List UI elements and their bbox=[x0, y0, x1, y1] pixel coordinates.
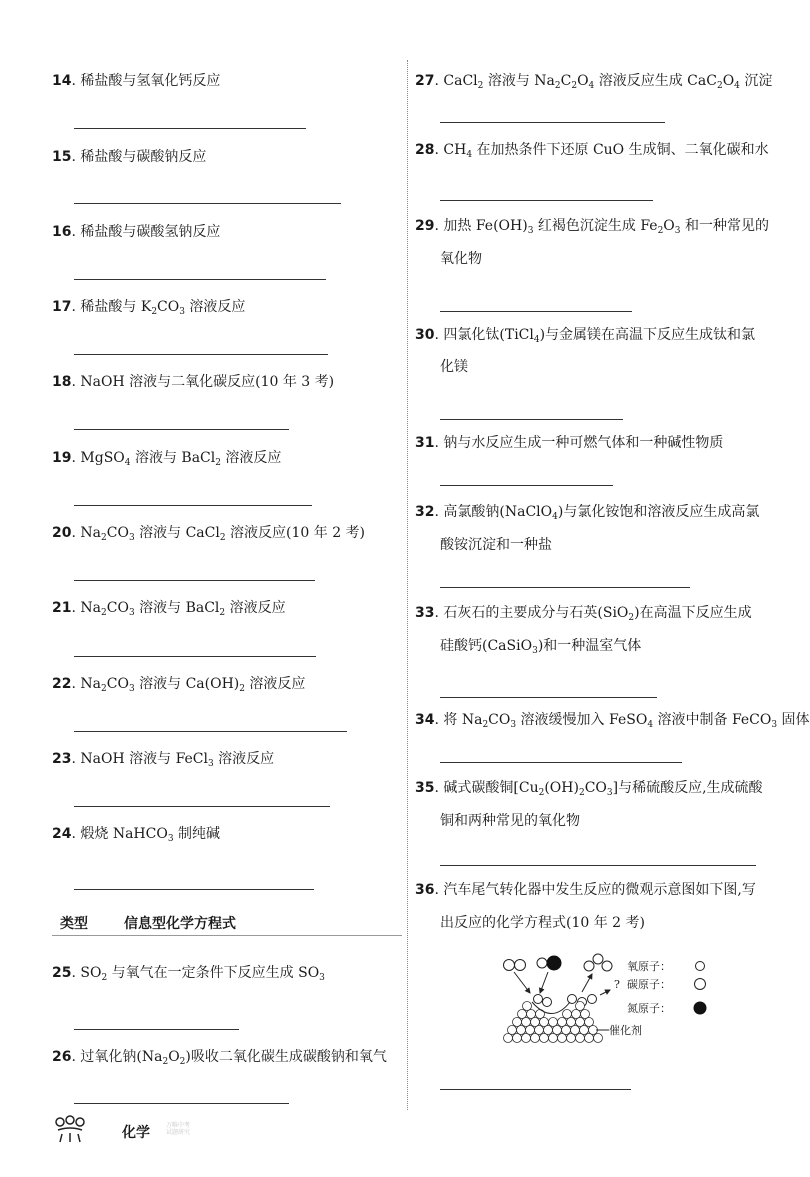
question-text: CO bbox=[106, 525, 129, 541]
question-text: CO bbox=[488, 712, 511, 728]
answer-line[interactable] bbox=[440, 485, 613, 486]
question-text: Na bbox=[80, 525, 101, 541]
legend-carbon-label: 碳原子： bbox=[627, 978, 671, 991]
question-number: 30 bbox=[415, 327, 435, 343]
question-text: 沉淀 bbox=[739, 73, 773, 89]
question-text: 稀盐酸与氢氧化钙反应 bbox=[80, 73, 221, 89]
question-text: CO bbox=[106, 676, 129, 692]
question-text: CO bbox=[584, 780, 607, 796]
subscript: 4 bbox=[533, 335, 540, 345]
question-15: 15. 稀盐酸与碳酸钠反应 bbox=[52, 149, 207, 165]
question-text: 硅酸钙(CaSiO bbox=[440, 638, 533, 654]
question-35-line2: 铜和两种常见的氧化物 bbox=[440, 813, 580, 829]
question-text: 四氯化钛(TiCl bbox=[443, 327, 534, 343]
subscript: 3 bbox=[606, 788, 613, 798]
question-28: 28. $CH_4$ 在加热条件下还原 CuO 生成铜、二氧化碳和水 bbox=[415, 142, 769, 160]
question-text: O bbox=[168, 1049, 180, 1065]
question-24: 24. 煅烧 NaHCO$_3$ 制纯碱 bbox=[52, 826, 221, 844]
subscript: 2 bbox=[571, 81, 578, 91]
subscript: 2 bbox=[215, 458, 221, 468]
question-text: 与氧气在一定条件下反应生成 SO bbox=[107, 965, 320, 981]
question-text: )与金属镁在高温下反应生成钛和氯 bbox=[539, 327, 756, 343]
question-text: )吸收二氧化碳生成碳酸钠和氧气 bbox=[185, 1049, 387, 1065]
question-number: 29 bbox=[415, 218, 435, 234]
question-text: ]与稀硫酸反应,生成硫酸 bbox=[612, 780, 763, 796]
question-36: 36. 汽车尾气转化器中发生反应的微观示意图如下图,写 bbox=[415, 882, 756, 898]
question-text: O bbox=[577, 73, 589, 89]
question-number: 14 bbox=[52, 73, 72, 89]
subscript: 3 bbox=[532, 646, 538, 656]
question-number: 23 bbox=[52, 751, 72, 767]
question-number: 25 bbox=[52, 965, 72, 981]
question-18: 18. NaOH 溶液与二氧化碳反应(10 年 3 考) bbox=[52, 374, 335, 390]
question-14: 14. 稀盐酸与氢氧化钙反应 bbox=[52, 73, 221, 89]
question-30-line2: 化镁 bbox=[440, 359, 468, 375]
question-text: 溶液与 Ca(OH) bbox=[134, 676, 240, 692]
molecule-no-left bbox=[504, 960, 526, 971]
subscript: 4 bbox=[466, 150, 473, 160]
question-text: 溶液反应 bbox=[184, 299, 246, 315]
question-number: 24 bbox=[52, 826, 72, 842]
catalyst-label: 催化剂 bbox=[609, 1024, 642, 1037]
question-27: 27. CaCl$_2$ 溶液与 $Na_2C_2O_4$ 溶液反应生成 $CaC_2O_4$ 沉淀 bbox=[415, 73, 773, 91]
legend-nitrogen-icon bbox=[694, 1002, 707, 1015]
question-number: 31 bbox=[415, 435, 435, 451]
answer-line[interactable] bbox=[440, 311, 632, 312]
question-26: 26. 过氧化钠$(Na_2O_2)$吸收二氧化碳生成碳酸钠和氧气 bbox=[52, 1049, 387, 1067]
molecule-no-center bbox=[537, 956, 561, 970]
question-number: 35 bbox=[415, 780, 435, 796]
subscript: 4 bbox=[734, 81, 740, 91]
question-text: 溶液反应 bbox=[225, 600, 286, 616]
question-text: 溶液反应 bbox=[244, 676, 306, 692]
catalyst-bed bbox=[504, 1002, 603, 1043]
question-text: 稀盐酸与碳酸钠反应 bbox=[80, 149, 207, 165]
column-divider bbox=[407, 60, 408, 1110]
question-number: 28 bbox=[415, 142, 435, 158]
question-text: 在加热条件下还原 CuO 生成铜、二氧化碳和水 bbox=[472, 142, 769, 158]
subscript: 2 bbox=[482, 720, 489, 730]
question-text: 过氧化钠(Na bbox=[80, 1049, 163, 1065]
question-number: 17 bbox=[52, 299, 72, 315]
arrow-out-unknown bbox=[600, 990, 610, 995]
footer-small-text bbox=[166, 1122, 190, 1136]
subscript: 2 bbox=[477, 81, 484, 91]
subscript: 3 bbox=[527, 226, 534, 236]
subscript: 2 bbox=[716, 81, 723, 91]
question-30: 30. 四氯化钛(TiCl$_4$)与金属镁在高温下反应生成钛和氯 bbox=[415, 327, 756, 345]
answer-line[interactable] bbox=[74, 128, 306, 129]
answer-line[interactable] bbox=[440, 865, 756, 866]
question-number: 26 bbox=[52, 1049, 72, 1065]
answer-line[interactable] bbox=[74, 580, 315, 581]
legend-oxygen-icon bbox=[696, 962, 705, 971]
legend-carbon-icon bbox=[695, 979, 706, 990]
answer-line[interactable] bbox=[74, 505, 312, 506]
question-number: 15 bbox=[52, 149, 72, 165]
subscript: 2 bbox=[628, 613, 635, 623]
footer-small-line: 万唯中考 bbox=[166, 1122, 191, 1129]
question-text: 将 Na bbox=[443, 712, 483, 728]
question-text: 溶液中制备 FeCO bbox=[653, 712, 772, 728]
subscript: 2 bbox=[554, 81, 561, 91]
subscript: 2 bbox=[162, 1057, 169, 1067]
subscript: 3 bbox=[128, 533, 135, 543]
question-number: 20 bbox=[52, 525, 72, 541]
subscript: 3 bbox=[128, 684, 135, 694]
question-number: 36 bbox=[415, 882, 435, 898]
question-33-line2 bbox=[440, 636, 641, 656]
question-17: 17. 稀盐酸与 $K_2CO_3$ 溶液反应 bbox=[52, 299, 246, 317]
question-text: O bbox=[722, 73, 735, 89]
subscript: 3 bbox=[510, 720, 517, 730]
subscript: 2 bbox=[151, 307, 158, 317]
answer-line[interactable] bbox=[74, 354, 328, 355]
question-text: C bbox=[560, 73, 572, 89]
question-text: )与氯化铵饱和溶液反应生成高氯 bbox=[557, 504, 760, 520]
question-text: SO bbox=[80, 965, 102, 981]
question-34: 34. 将 $Na_2CO_3$ 溶液缓慢加入 FeSO$_4$ 溶液中制备 FeCO$_3$ 固体 bbox=[415, 712, 810, 730]
question-text: 溶液缓慢加入 FeSO bbox=[516, 712, 648, 728]
answer-line[interactable] bbox=[440, 587, 690, 588]
question-31: 31. 钠与水反应生成一种可燃气体和一种碱性物质 bbox=[415, 435, 724, 451]
footer-subject: 化学 bbox=[122, 1125, 150, 1141]
adsorbed-molecules bbox=[534, 995, 597, 1007]
publisher-logo-icon bbox=[52, 1114, 88, 1144]
question-text: 红褐色沉淀生成 Fe bbox=[533, 218, 658, 234]
legend-nitrogen-label: 氮原子： bbox=[627, 1002, 671, 1015]
question-25: 25. $SO_2$ 与氧气在一定条件下反应生成 $SO_3$ bbox=[52, 965, 325, 983]
subscript: 3 bbox=[771, 720, 778, 730]
subscript: 4 bbox=[588, 81, 595, 91]
subscript: 3 bbox=[208, 759, 214, 769]
subscript: 2 bbox=[101, 973, 108, 983]
question-text: 溶液反应生成 CaC bbox=[594, 73, 717, 89]
question-number: 34 bbox=[415, 712, 435, 728]
subscript: 2 bbox=[219, 533, 226, 543]
question-number: 32 bbox=[415, 504, 435, 520]
question-text: CH bbox=[443, 142, 467, 158]
answer-line[interactable] bbox=[74, 203, 341, 204]
unknown-product-mark: ? bbox=[614, 978, 620, 991]
subscript: 2 bbox=[179, 1057, 186, 1067]
answer-line[interactable] bbox=[74, 806, 330, 807]
question-text: 溶液与 BaCl bbox=[130, 450, 216, 466]
question-32: 32. 高氯酸钠(NaClO$_4$)与氯化铵饱和溶液反应生成高氯 bbox=[415, 504, 760, 522]
question-text: Na bbox=[80, 600, 101, 616]
question-23: 23. NaOH 溶液与 FeCl$_3$ 溶液反应 bbox=[52, 751, 275, 769]
subscript: 2 bbox=[578, 788, 585, 798]
section-rule bbox=[52, 935, 402, 936]
answer-line[interactable] bbox=[440, 762, 682, 763]
question-number: 33 bbox=[415, 605, 435, 621]
answer-line[interactable] bbox=[440, 697, 657, 698]
subscript: 4 bbox=[647, 720, 654, 730]
question-number: 21 bbox=[52, 600, 72, 616]
question-text: CO bbox=[106, 600, 129, 616]
question-text: 汽车尾气转化器中发生反应的微观示意图如下图,写 bbox=[443, 882, 756, 898]
question-number: 16 bbox=[52, 224, 72, 240]
answer-line[interactable] bbox=[440, 122, 665, 123]
section-name: 信息型化学方程式 bbox=[124, 916, 236, 932]
arrow-in-center bbox=[540, 972, 548, 993]
subscript: 2 bbox=[101, 608, 107, 618]
question-text: CaCl bbox=[443, 73, 478, 89]
question-text: 石灰石的主要成分与石英(SiO bbox=[443, 605, 629, 621]
question-text: 溶液反应 bbox=[220, 450, 282, 466]
question-text: 高氯酸钠(NaClO bbox=[443, 504, 553, 520]
arrow-in-left bbox=[514, 972, 530, 993]
question-16: 16. 稀盐酸与碳酸氢钠反应 bbox=[52, 224, 221, 240]
answer-line[interactable] bbox=[74, 429, 289, 430]
legend-oxygen-label: 氧原子： bbox=[627, 960, 671, 973]
subscript: 4 bbox=[552, 512, 558, 522]
question-text: 稀盐酸与 K bbox=[80, 299, 152, 315]
question-text: NaOH 溶液与 FeCl bbox=[80, 751, 208, 767]
question-19: 19. MgSO$_4$ 溶液与 BaCl$_2$ 溶液反应 bbox=[52, 450, 282, 468]
subscript: 4 bbox=[124, 458, 131, 468]
catalytic-converter-diagram bbox=[492, 950, 722, 1050]
question-text: NaOH 溶液与二氧化碳反应(10 年 3 考) bbox=[80, 374, 335, 390]
question-number: 27 bbox=[415, 73, 435, 89]
question-text: CO bbox=[157, 299, 180, 315]
question-text: 碱式碳酸铜[Cu bbox=[443, 780, 539, 796]
arrow-out bbox=[582, 974, 592, 992]
question-text: 加热 Fe(OH) bbox=[443, 218, 528, 234]
subscript: 2 bbox=[239, 684, 245, 694]
question-text: 溶液反应 bbox=[213, 751, 275, 767]
question-35: 35. 碱式碳酸铜$[Cu_2(OH)_2CO_3]$与稀硫酸反应,生成硫酸 bbox=[415, 780, 763, 798]
answer-line[interactable] bbox=[74, 1029, 239, 1030]
question-text: 和一种常见的 bbox=[680, 218, 769, 234]
subscript: 3 bbox=[167, 834, 174, 844]
question-text: 煅烧 NaHCO bbox=[80, 826, 168, 842]
question-36-line2: 出反应的化学方程式(10 年 2 考) bbox=[440, 915, 645, 931]
question-text: 固体 bbox=[777, 712, 810, 728]
question-20: 20. $Na_2CO_3$ 溶液与 CaCl$_2$ 溶液反应(10 年 2 考) bbox=[52, 525, 366, 543]
question-text: 溶液反应(10 年 2 考) bbox=[225, 525, 366, 541]
molecule-co2-right bbox=[584, 954, 612, 971]
question-text: )在高温下反应生成 bbox=[634, 605, 752, 621]
section-title bbox=[52, 912, 402, 936]
question-32-line2: 酸铵沉淀和一种盐 bbox=[440, 537, 552, 553]
subscript: 2 bbox=[101, 533, 107, 543]
answer-line[interactable] bbox=[74, 889, 314, 890]
subscript: 3 bbox=[319, 973, 325, 983]
subscript: 2 bbox=[219, 608, 226, 618]
question-text: O bbox=[663, 218, 675, 234]
question-text: )和一种温室气体 bbox=[537, 638, 642, 654]
subscript: 2 bbox=[657, 226, 664, 236]
question-text: 制纯碱 bbox=[173, 826, 221, 842]
answer-line[interactable] bbox=[74, 731, 347, 732]
question-text: MgSO bbox=[80, 450, 125, 466]
answer-line[interactable] bbox=[74, 279, 326, 280]
subscript: 2 bbox=[101, 684, 107, 694]
question-29-line2: 氧化物 bbox=[440, 251, 482, 267]
subscript: 3 bbox=[179, 307, 185, 317]
question-text: 钠与水反应生成一种可燃气体和一种碱性物质 bbox=[443, 435, 724, 451]
question-text: 溶液与 BaCl bbox=[134, 600, 220, 616]
answer-line[interactable] bbox=[440, 1089, 631, 1090]
question-text: (OH) bbox=[544, 780, 579, 796]
question-22: 22. $Na_2CO_3$ 溶液与 $Ca(OH)_2$ 溶液反应 bbox=[52, 676, 306, 694]
question-33: 33. 石灰石的主要成分与石英(SiO$_2$)在高温下反应生成 bbox=[415, 605, 752, 623]
question-number: 18 bbox=[52, 374, 72, 390]
section-tag: 类型 bbox=[60, 916, 88, 932]
answer-line[interactable] bbox=[74, 1103, 289, 1104]
subscript: 3 bbox=[128, 608, 135, 618]
question-21: 21. $Na_2CO_3$ 溶液与 BaCl$_2$ 溶液反应 bbox=[52, 600, 286, 618]
answer-line[interactable] bbox=[440, 419, 623, 420]
question-number: 22 bbox=[52, 676, 72, 692]
answer-line[interactable] bbox=[440, 200, 653, 201]
question-number: 19 bbox=[52, 450, 72, 466]
question-text: Na bbox=[80, 676, 101, 692]
answer-line[interactable] bbox=[74, 656, 316, 657]
subscript: 2 bbox=[538, 788, 545, 798]
subscript: 3 bbox=[674, 226, 681, 236]
question-29: 29. 加热 $Fe(OH)_3$ 红褐色沉淀生成 $Fe_2O_3$ 和一种常见的 bbox=[415, 218, 769, 236]
question-text: 稀盐酸与碳酸氢钠反应 bbox=[80, 224, 221, 240]
question-text: 溶液与 Na bbox=[483, 73, 555, 89]
footer-small-line: 试题研究 bbox=[166, 1129, 191, 1136]
question-text: 溶液与 CaCl bbox=[134, 525, 220, 541]
